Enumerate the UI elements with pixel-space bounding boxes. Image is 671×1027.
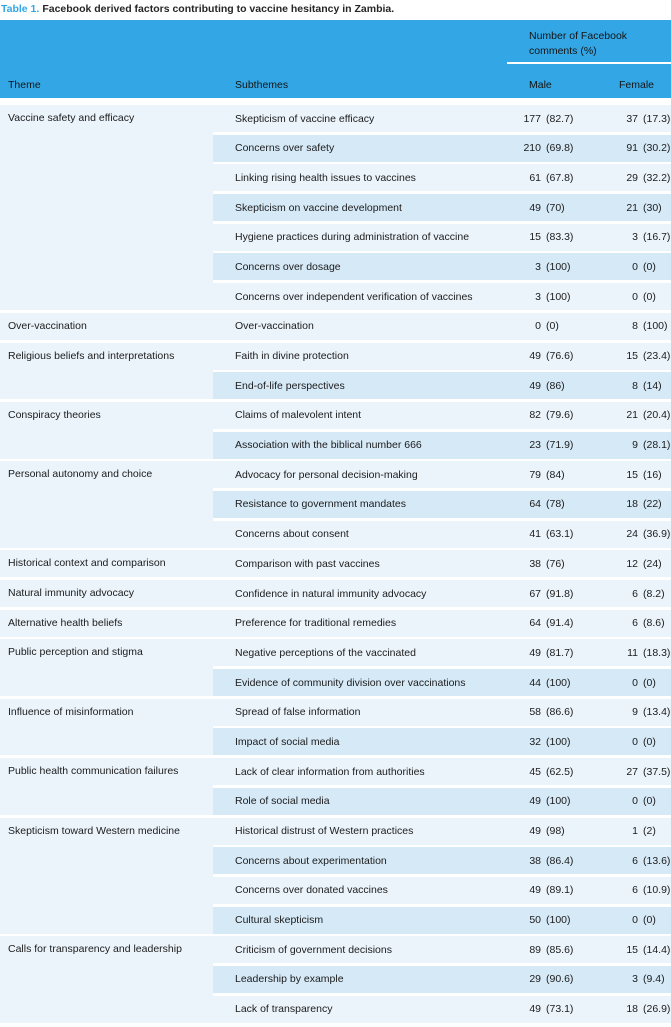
female-count: 29: [626, 171, 638, 184]
female-count: 91: [626, 142, 638, 155]
column-header-theme: Theme: [8, 79, 41, 91]
female-count: 21: [626, 201, 638, 214]
female-count: 21: [626, 409, 638, 422]
theme-group-rows: [213, 550, 671, 577]
male-count: 29: [529, 973, 541, 986]
male-count: 49: [529, 201, 541, 214]
female-count: 37: [626, 112, 638, 125]
table-row: [213, 224, 671, 251]
female-count: 8: [632, 379, 638, 392]
male-percent: (76): [546, 557, 565, 570]
table-row: [213, 372, 671, 399]
table-row: [213, 550, 671, 577]
table-header: [0, 20, 671, 98]
male-count: 23: [529, 439, 541, 452]
female-count: 9: [632, 706, 638, 719]
theme-group-rows: [213, 699, 671, 756]
theme-cell: Influence of misinformation: [0, 699, 213, 756]
male-count: 49: [529, 795, 541, 808]
male-percent: (78): [546, 498, 565, 511]
female-count: 9: [632, 439, 638, 452]
theme-cell: Conspiracy theories: [0, 402, 213, 459]
theme-group: [0, 639, 671, 696]
female-percent: (37.5): [643, 765, 671, 778]
male-count: 64: [529, 498, 541, 511]
table-body: [0, 105, 671, 1025]
female-count: 0: [632, 795, 638, 808]
table-row: [213, 966, 671, 993]
theme-group-rows: [213, 758, 671, 815]
male-count: 3: [535, 260, 541, 273]
male-count: 49: [529, 646, 541, 659]
subtheme-cell: Advocacy for personal decision-making: [235, 468, 418, 481]
subtheme-cell: Skepticism of vaccine efficacy: [235, 112, 375, 125]
subtheme-cell: Over-vaccination: [235, 320, 314, 333]
theme-group: [0, 105, 671, 310]
female-count: 24: [626, 528, 638, 541]
subtheme-cell: Spread of false information: [235, 706, 361, 719]
spanner-rule: [507, 62, 671, 64]
theme-cell: Skepticism toward Western medicine: [0, 818, 213, 934]
male-percent: (98): [546, 825, 565, 837]
female-count: 3: [632, 231, 638, 244]
theme-cell: Personal autonomy and choice: [0, 461, 213, 547]
male-percent: (100): [546, 290, 571, 303]
theme-cell: Religious beliefs and interpretations: [0, 343, 213, 400]
subtheme-cell: Confidence in natural immunity advocacy: [235, 587, 427, 600]
female-percent: (0): [643, 260, 656, 273]
subtheme-cell: Concerns about consent: [235, 528, 349, 541]
table-row: [213, 728, 671, 755]
table-row: [213, 877, 671, 904]
table-row: [213, 639, 671, 666]
female-count: 6: [632, 854, 638, 867]
male-percent: (79.6): [546, 409, 574, 422]
female-percent: (2): [643, 825, 656, 837]
theme-group: [0, 936, 671, 1022]
male-count: 41: [529, 528, 541, 541]
subtheme-cell: Skepticism on vaccine development: [235, 201, 402, 214]
female-count: 3: [632, 973, 638, 986]
female-percent: (30): [643, 201, 662, 214]
table-row: [213, 135, 671, 162]
male-percent: (85.6): [546, 943, 574, 956]
subtheme-cell: Concerns over independent verification of vaccines: [235, 290, 473, 303]
table-row: [213, 343, 671, 370]
female-count: 15: [626, 350, 638, 362]
male-count: 38: [529, 854, 541, 867]
theme-group-rows: [213, 610, 671, 637]
male-count: 32: [529, 735, 541, 748]
theme-cell: Alternative health beliefs: [0, 610, 213, 637]
table-row: [213, 758, 671, 785]
table-row: [213, 164, 671, 191]
table-row: [213, 699, 671, 726]
subtheme-cell: Lack of transparency: [235, 1003, 333, 1016]
female-percent: (0): [643, 290, 656, 303]
theme-cell: Calls for transparency and leadership: [0, 936, 213, 1022]
table-row: [213, 105, 671, 132]
male-count: 61: [529, 171, 541, 184]
female-count: 11: [627, 646, 638, 659]
table-row: [213, 521, 671, 548]
subtheme-cell: Faith in divine protection: [235, 350, 349, 362]
subtheme-cell: Historical distrust of Western practices: [235, 825, 414, 837]
subtheme-cell: Concerns over safety: [235, 142, 335, 155]
table-row: [213, 936, 671, 963]
female-count: 0: [632, 735, 638, 748]
female-percent: (14): [643, 379, 662, 392]
subtheme-cell: End-of-life perspectives: [235, 379, 345, 392]
subtheme-cell: Evidence of community division over vaccinations: [235, 676, 466, 689]
subtheme-cell: Comparison with past vaccines: [235, 557, 380, 570]
male-percent: (90.6): [546, 973, 574, 986]
theme-group: [0, 580, 671, 607]
female-percent: (32.2): [643, 171, 671, 184]
theme-group-rows: [213, 343, 671, 400]
female-percent: (0): [643, 735, 656, 748]
male-percent: (100): [546, 914, 571, 927]
theme-group-rows: [213, 936, 671, 1022]
table-row: [213, 461, 671, 488]
table-row: [213, 283, 671, 310]
male-percent: (100): [546, 676, 571, 689]
female-percent: (16): [643, 468, 662, 481]
male-percent: (70): [546, 201, 565, 214]
theme-group: [0, 402, 671, 459]
male-count: 210: [523, 142, 541, 155]
male-count: 49: [529, 825, 541, 837]
male-percent: (71.9): [546, 439, 574, 452]
male-percent: (89.1): [546, 884, 574, 897]
female-percent: (9.4): [643, 973, 665, 986]
female-count: 15: [626, 468, 638, 481]
male-percent: (86.6): [546, 706, 574, 719]
female-percent: (13.4): [643, 706, 671, 719]
male-percent: (86.4): [546, 854, 574, 867]
male-percent: (76.6): [546, 350, 574, 362]
female-count: 15: [626, 943, 638, 956]
subtheme-cell: Linking rising health issues to vaccines: [235, 171, 416, 184]
table-caption: [1, 3, 394, 15]
table-row: [213, 669, 671, 696]
male-percent: (81.7): [546, 646, 574, 659]
theme-cell: Public perception and stigma: [0, 639, 213, 696]
female-count: 0: [632, 676, 638, 689]
subtheme-cell: Concerns about experimentation: [235, 854, 387, 867]
male-count: 49: [529, 884, 541, 897]
female-count: 12: [626, 557, 638, 570]
male-percent: (86): [546, 379, 565, 392]
subtheme-cell: Preference for traditional remedies: [235, 617, 397, 630]
female-percent: (24): [643, 557, 662, 570]
table-row: [213, 996, 671, 1023]
table-row: [213, 818, 671, 845]
male-percent: (82.7): [546, 112, 574, 125]
male-percent: (91.8): [546, 587, 574, 600]
table-row: [213, 313, 671, 340]
female-count: 6: [632, 617, 638, 630]
male-count: 0: [535, 320, 541, 333]
female-percent: (23.4): [643, 350, 671, 362]
theme-group: [0, 758, 671, 815]
female-percent: (16.7): [643, 231, 671, 244]
male-percent: (91.4): [546, 617, 574, 630]
male-percent: (73.1): [546, 1003, 574, 1016]
male-percent: (84): [546, 468, 565, 481]
female-percent: (0): [643, 795, 656, 808]
theme-group-rows: [213, 105, 671, 310]
table-row: [213, 580, 671, 607]
theme-cell: Natural immunity advocacy: [0, 580, 213, 607]
theme-group-rows: [213, 313, 671, 340]
male-percent: (62.5): [546, 765, 574, 778]
theme-cell: Public health communication failures: [0, 758, 213, 815]
table-row: [213, 194, 671, 221]
female-percent: (20.4): [643, 409, 671, 422]
subtheme-cell: Lack of clear information from authorities: [235, 765, 425, 778]
male-count: 44: [529, 676, 541, 689]
female-count: 0: [632, 260, 638, 273]
female-percent: (10.9): [643, 884, 671, 897]
female-percent: (18.3): [643, 646, 671, 659]
subtheme-cell: Criticism of government decisions: [235, 943, 392, 956]
male-count: 49: [529, 1003, 541, 1016]
table-row: [213, 253, 671, 280]
female-percent: (13.6): [643, 854, 671, 867]
female-percent: (28.1): [643, 439, 671, 452]
table-number: Table 1.: [1, 3, 40, 15]
column-header-subthemes: Subthemes: [235, 79, 289, 91]
male-percent: (67.8): [546, 171, 574, 184]
female-percent: (8.2): [643, 587, 665, 600]
subtheme-cell: Negative perceptions of the vaccinated: [235, 646, 416, 659]
female-percent: (100): [643, 320, 668, 333]
theme-group: [0, 699, 671, 756]
table-row: [213, 788, 671, 815]
female-count: 0: [632, 290, 638, 303]
theme-group-rows: [213, 580, 671, 607]
male-percent: (100): [546, 735, 571, 748]
table-row: [213, 491, 671, 518]
female-percent: (30.2): [643, 142, 671, 155]
male-count: 49: [529, 350, 541, 362]
female-percent: (17.3): [643, 112, 671, 125]
table-row: [213, 907, 671, 934]
theme-group-rows: [213, 639, 671, 696]
male-count: 45: [529, 765, 541, 778]
male-percent: (63.1): [546, 528, 574, 541]
subtheme-cell: Concerns over dosage: [235, 260, 341, 273]
male-count: 15: [529, 231, 541, 244]
male-percent: (69.8): [546, 142, 574, 155]
male-count: 58: [529, 706, 541, 719]
table-row: [213, 610, 671, 637]
subtheme-cell: Concerns over donated vaccines: [235, 884, 388, 897]
female-percent: (26.9): [643, 1003, 671, 1016]
theme-group: [0, 610, 671, 637]
female-count: 6: [632, 884, 638, 897]
theme-group-rows: [213, 461, 671, 547]
subtheme-cell: Claims of malevolent intent: [235, 409, 362, 422]
female-count: 8: [632, 320, 638, 333]
table-row: [213, 847, 671, 874]
subtheme-cell: Impact of social media: [235, 735, 340, 748]
male-count: 79: [529, 468, 541, 481]
male-percent: (83.3): [546, 231, 574, 244]
male-count: 64: [529, 617, 541, 630]
theme-group-rows: [213, 402, 671, 459]
theme-cell: Vaccine safety and efficacy: [0, 105, 213, 310]
female-count: 1: [632, 825, 638, 837]
theme-cell: Over-vaccination: [0, 313, 213, 340]
male-count: 3: [535, 290, 541, 303]
subtheme-cell: Association with the biblical number 666: [235, 439, 422, 452]
table-row: [213, 402, 671, 429]
subtheme-cell: Leadership by example: [235, 973, 344, 986]
theme-group: [0, 313, 671, 340]
theme-group: [0, 550, 671, 577]
male-count: 67: [529, 587, 541, 600]
female-percent: (36.9): [643, 528, 671, 541]
subtheme-cell: Resistance to government mandates: [235, 498, 407, 511]
column-header-female: Female: [619, 79, 655, 91]
female-count: 6: [632, 587, 638, 600]
female-percent: (0): [643, 914, 656, 927]
female-count: 18: [626, 498, 638, 511]
male-count: 38: [529, 557, 541, 570]
female-percent: (14.4): [643, 943, 671, 956]
male-count: 82: [529, 409, 541, 422]
male-count: 49: [529, 379, 541, 392]
table-title: Facebook derived factors contributing to vaccine hesitancy in Zambia.: [42, 3, 395, 15]
theme-group-rows: [213, 818, 671, 934]
female-count: 18: [626, 1003, 638, 1016]
subtheme-cell: Cultural skepticism: [235, 914, 324, 927]
male-percent: (100): [546, 795, 571, 808]
table-row: [213, 432, 671, 459]
female-count: 27: [626, 765, 638, 778]
female-percent: (22): [643, 498, 662, 511]
column-header-male: Male: [529, 79, 552, 91]
theme-group: [0, 818, 671, 934]
female-count: 0: [632, 914, 638, 927]
female-percent: (0): [643, 676, 656, 689]
column-header-comments: Number of Facebook comments (%): [529, 30, 628, 57]
theme-group: [0, 343, 671, 400]
theme-group: [0, 461, 671, 547]
female-percent: (8.6): [643, 617, 665, 630]
subtheme-cell: Hygiene practices during administration of vaccine: [235, 231, 470, 244]
theme-cell: Historical context and comparison: [0, 550, 213, 577]
male-count: 50: [529, 914, 541, 927]
male-percent: (0): [546, 320, 559, 333]
male-percent: (100): [546, 260, 571, 273]
male-count: 177: [523, 112, 541, 125]
subtheme-cell: Role of social media: [235, 795, 330, 808]
male-count: 89: [529, 943, 541, 956]
